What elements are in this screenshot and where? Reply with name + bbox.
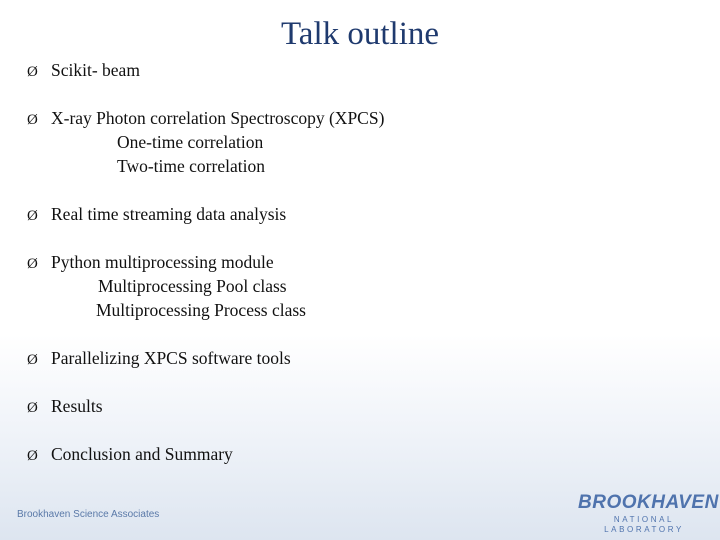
footer-organization: Brookhaven Science Associates [17, 509, 160, 520]
bullet-item [27, 250, 274, 276]
bullet-text: Results [51, 396, 103, 416]
bullet-arrow-icon: Ø [27, 400, 38, 416]
bullet-arrow-icon: Ø [27, 64, 38, 80]
sub-item: Multiprocessing Process class [96, 300, 306, 320]
slide-title: Talk outline [280, 16, 440, 52]
bullet-text: Parallelizing XPCS software tools [51, 348, 291, 368]
bullet-item [27, 58, 140, 84]
logo-subtitle: NATIONAL LABORATORY [604, 515, 684, 534]
sub-item: Multiprocessing Pool class [98, 276, 287, 296]
sub-item: One-time correlation [117, 132, 264, 152]
bullet-item [27, 442, 233, 468]
logo-wordmark: BROOKHAVEN [578, 492, 719, 513]
bullet-item [27, 394, 103, 420]
bullet-text: Python multiprocessing module [51, 252, 274, 272]
bullet-arrow-icon: Ø [27, 448, 38, 464]
bullet-arrow-icon: Ø [27, 112, 38, 128]
bullet-text: Real time streaming data analysis [51, 204, 287, 224]
bullet-item [27, 346, 291, 372]
bullet-item [27, 106, 384, 132]
bullet-text: Scikit- beam [51, 60, 140, 80]
bullet-arrow-icon: Ø [27, 256, 38, 272]
bullet-item [27, 202, 286, 228]
brookhaven-logo [578, 492, 719, 535]
sub-item: Two-time correlation [117, 156, 265, 176]
bullet-text: Conclusion and Summary [51, 444, 233, 464]
bullet-text: X-ray Photon correlation Spectroscopy (XPCS) [51, 108, 385, 128]
bullet-arrow-icon: Ø [27, 352, 38, 368]
bullet-arrow-icon: Ø [27, 208, 38, 224]
